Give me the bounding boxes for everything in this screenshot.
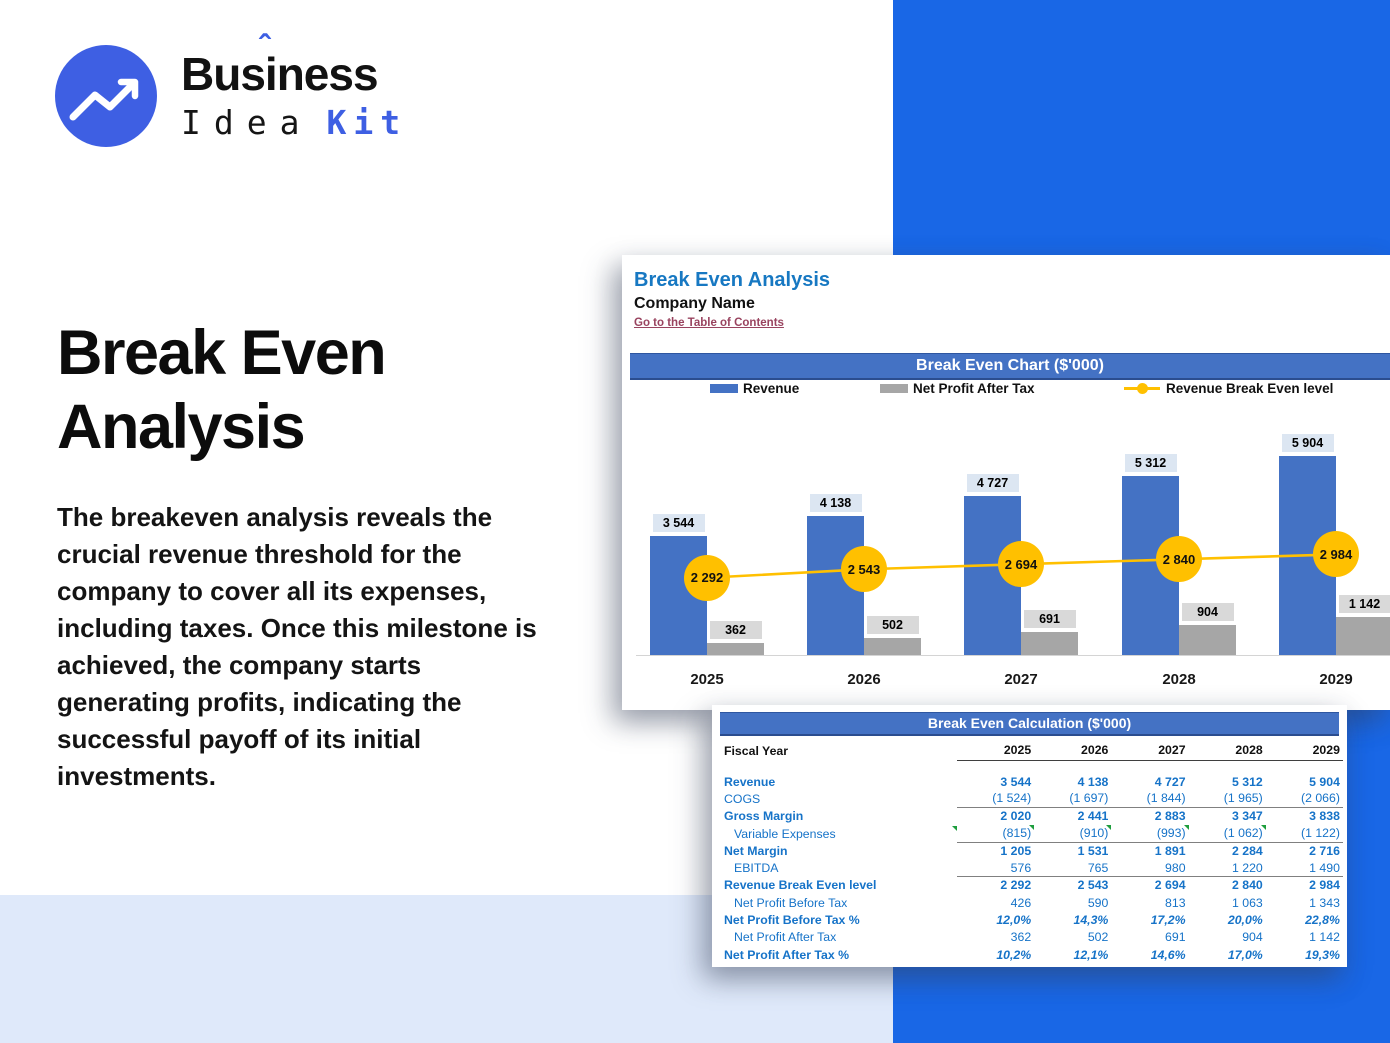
year-header-cell: 2026 [1034, 741, 1111, 761]
value-cell: 2 292 [1000, 878, 1032, 893]
value-cell: (993) [1111, 824, 1188, 842]
value-cell: 1 205 [1000, 843, 1032, 858]
value-cell: (910) [1034, 824, 1111, 842]
caret-accent-icon: ˆ [258, 28, 270, 67]
trend-arrow-icon [55, 45, 157, 147]
value-cell: 1 343 [1309, 895, 1340, 910]
value-cell: 813 [1165, 895, 1186, 910]
value-cell: 2 883 [1154, 809, 1186, 824]
calc-header: Break Even Calculation ($'000) [720, 712, 1339, 736]
table-row [724, 929, 1343, 946]
legend-label-revenue: Revenue [743, 381, 800, 396]
x-axis-label: 2026 [847, 671, 881, 688]
value-cell: (2 066) [1266, 790, 1343, 808]
table-row [724, 773, 1343, 790]
value-cell: 12,0% [996, 913, 1032, 928]
value-cell: (1 524) [957, 790, 1034, 808]
value-cell: 502 [1087, 930, 1109, 945]
revenue-data-label: 4 727 [967, 474, 1019, 492]
breakeven-line [622, 255, 1390, 710]
breakeven-point: 2 292 [684, 555, 730, 601]
value-cell: 2 840 [1231, 878, 1263, 893]
brand-logo [55, 28, 408, 147]
calc-table [724, 741, 1343, 963]
year-header-cell: 2028 [1189, 741, 1266, 761]
breakeven-point: 2 840 [1156, 536, 1202, 582]
brand-word-idea: Idea [181, 102, 313, 142]
toc-link[interactable]: Go to the Table of Contents [634, 317, 784, 329]
value-cell: 3 347 [1231, 809, 1263, 824]
row-label: Revenue [724, 774, 776, 789]
table-header-row [724, 741, 1343, 760]
row-label: Net Profit After Tax % [724, 947, 850, 962]
value-cell: 3 544 [1000, 774, 1032, 789]
value-cell: 590 [1087, 895, 1109, 910]
value-cell: 980 [1111, 859, 1188, 877]
revenue-data-label: 5 904 [1282, 434, 1334, 452]
page-description: The breakeven analysis reveals the crucial revenue threshold for the company to cover all its expenses, including taxes. Once this milestone is achieved, the company starts generating profits, indicating the successful payoff of its initial investments. [57, 502, 537, 791]
value-cell: 1 220 [1189, 859, 1266, 877]
value-cell: 1 142 [1309, 930, 1340, 945]
value-cell: 1 490 [1266, 859, 1343, 877]
legend-label-breakeven: Revenue Break Even level [1166, 381, 1334, 396]
value-cell: 22,8% [1305, 913, 1340, 928]
brand-text [181, 28, 408, 142]
spreadsheet-table-panel [712, 705, 1347, 967]
revenue-data-label: 5 312 [1125, 454, 1177, 472]
chart-header: Break Even Chart ($'000) [630, 353, 1390, 380]
value-cell: 1 063 [1231, 895, 1263, 910]
row-label: Net Profit After Tax [734, 930, 837, 945]
breakeven-point: 2 694 [998, 541, 1044, 587]
row-label: Net Profit Before Tax [734, 895, 848, 910]
table-row [724, 825, 1343, 842]
value-cell: 19,3% [1305, 947, 1340, 962]
row-label: EBITDA [734, 861, 779, 876]
year-header-cell: 2029 [1266, 741, 1343, 761]
x-axis-label: 2027 [1004, 671, 1038, 688]
value-cell: 2 441 [1077, 809, 1109, 824]
value-cell: 2 020 [1000, 809, 1032, 824]
page-title-line2: Analysis [57, 392, 305, 462]
value-cell: 904 [1242, 930, 1263, 945]
value-cell: (1 122) [1266, 824, 1343, 842]
brand-name-business: Busi ˆ ness [181, 28, 378, 100]
table-row [724, 894, 1343, 911]
year-header-cell: 2027 [1111, 741, 1188, 761]
table-row [724, 808, 1343, 825]
value-cell: 362 [1010, 930, 1032, 945]
value-cell: 2 984 [1309, 878, 1340, 893]
value-cell: (815) [957, 824, 1034, 842]
spreadsheet-chart-panel [622, 255, 1390, 710]
table-row [724, 842, 1343, 859]
page-title [57, 316, 385, 464]
value-cell: 765 [1034, 859, 1111, 877]
x-axis-label: 2028 [1162, 671, 1196, 688]
table-row [724, 859, 1343, 876]
fiscal-year-label: Fiscal Year [724, 743, 789, 758]
value-cell: 691 [1165, 930, 1186, 945]
logo-circle [55, 45, 157, 147]
sheet-title: Break Even Analysis [634, 269, 831, 291]
table-row [724, 946, 1343, 963]
table-row [724, 911, 1343, 928]
value-cell: (1 697) [1034, 790, 1111, 808]
row-label: Variable Expenses [724, 825, 957, 842]
value-cell: 17,0% [1227, 947, 1263, 962]
table-spacer [724, 760, 1343, 773]
x-axis-label: 2029 [1319, 671, 1353, 688]
value-cell: 2 716 [1309, 843, 1340, 858]
row-label: Gross Margin [724, 809, 804, 824]
netprofit-data-label: 502 [867, 616, 919, 634]
value-cell: 10,2% [996, 947, 1032, 962]
value-cell: (1 062) [1189, 824, 1266, 842]
legend-label-netprofit: Net Profit After Tax [913, 381, 1035, 396]
x-axis-label: 2025 [690, 671, 724, 688]
row-label: COGS [724, 791, 761, 806]
value-cell: (1 965) [1189, 790, 1266, 808]
value-cell: 4 138 [1077, 774, 1109, 789]
row-label: Revenue Break Even level [724, 878, 877, 893]
value-cell: 14,6% [1150, 947, 1186, 962]
revenue-data-label: 4 138 [810, 494, 862, 512]
revenue-data-label: 3 544 [653, 514, 705, 532]
value-cell: 426 [1010, 895, 1032, 910]
breakeven-point: 2 984 [1313, 531, 1359, 577]
netprofit-data-label: 362 [710, 621, 762, 639]
year-header-cell: 2025 [957, 741, 1034, 761]
row-label: Net Profit Before Tax % [724, 913, 860, 928]
value-cell: 2 694 [1154, 878, 1186, 893]
table-row [724, 877, 1343, 894]
value-cell: 2 284 [1231, 843, 1263, 858]
value-cell: 1 891 [1154, 843, 1186, 858]
page-title-line1: Break Even [57, 318, 386, 388]
netprofit-data-label: 904 [1182, 603, 1234, 621]
netprofit-data-label: 1 142 [1339, 595, 1390, 613]
value-cell: (1 844) [1111, 790, 1188, 808]
value-cell: 12,1% [1073, 947, 1109, 962]
value-cell: 576 [957, 859, 1034, 877]
chart-plot [622, 255, 1390, 710]
table-row [724, 790, 1343, 807]
value-cell: 1 531 [1077, 843, 1109, 858]
value-cell: 5 904 [1309, 774, 1340, 789]
value-cell: 2 543 [1077, 878, 1109, 893]
row-label: Net Margin [724, 843, 788, 858]
brand-word-kit: Kit [326, 102, 408, 142]
value-cell: 4 727 [1154, 774, 1186, 789]
brand-name-ideakit [181, 103, 407, 142]
breakeven-point: 2 543 [841, 546, 887, 592]
company-name: Company Name [634, 295, 755, 312]
value-cell: 14,3% [1073, 913, 1109, 928]
netprofit-data-label: 691 [1024, 610, 1076, 628]
value-cell: 3 838 [1309, 809, 1340, 824]
value-cell: 20,0% [1227, 913, 1263, 928]
value-cell: 5 312 [1231, 774, 1263, 789]
value-cell: 17,2% [1150, 913, 1186, 928]
